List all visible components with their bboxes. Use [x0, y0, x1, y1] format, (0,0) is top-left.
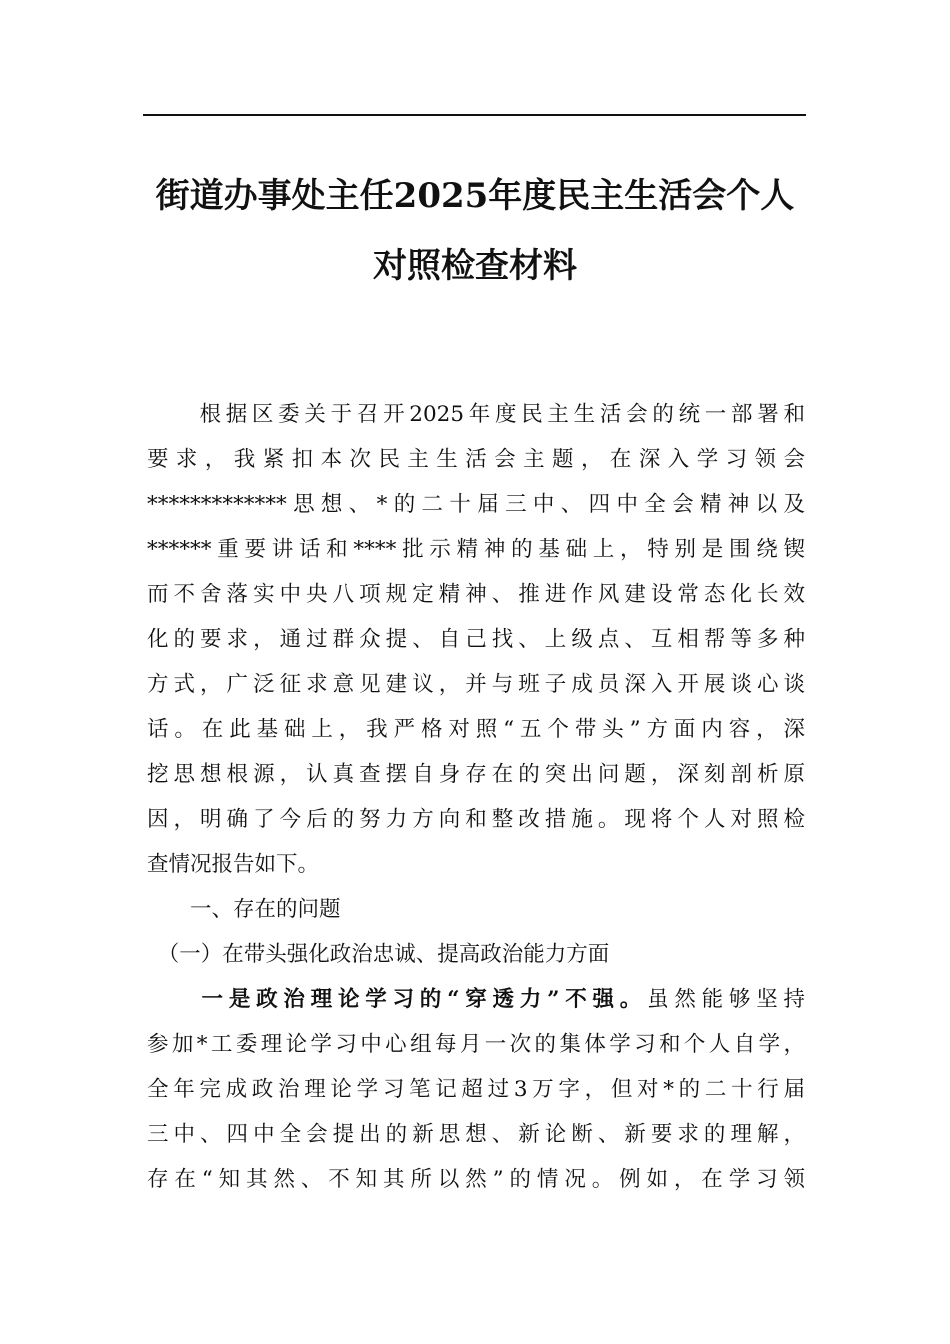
paragraph-line: 根据区委关于召开2025年度民主生活会的统一部署和: [147, 402, 805, 427]
paragraph-line: ******重要讲话和****批示精神的基础上，特别是围绕锲: [147, 537, 805, 562]
paragraph-line: 方式，广泛征求意见建议，并与班子成员深入开展谈心谈: [147, 672, 805, 697]
paragraph-line: 要求，我紧扣本次民主生活会主题，在深入学习领会: [147, 447, 805, 472]
paragraph-line: 三中、四中全会提出的新思想、新论断、新要求的理解，: [147, 1122, 805, 1147]
paragraph-line: 因，明确了今后的努力方向和整改措施。现将个人对照检: [147, 807, 805, 832]
paragraph-line: 化的要求，通过群众提、自己找、上级点、互相帮等多种: [147, 627, 805, 652]
paragraph-line: *************思想、*的二十届三中、四中全会精神以及: [147, 492, 805, 517]
paragraph-line: 存在“知其然、不知其所以然”的情况。例如，在学习领: [147, 1167, 805, 1192]
document-title-line-1: 街道办事处主任2025年度民主生活会个人: [155, 176, 795, 216]
point-1-heading: 一是政治理论学习的“穿透力”不强。: [147, 987, 648, 1012]
subsection-heading: （一）在带头强化政治忠诚、提高政治能力方面: [147, 942, 610, 967]
paragraph-line: 挖思想根源，认真查摆自身存在的突出问题，深刻剖析原: [147, 762, 805, 787]
section-heading: 一、存在的问题: [147, 897, 341, 922]
document-title-line-2: 对照检查材料: [373, 246, 577, 286]
point-1-first-line: [147, 985, 805, 1015]
paragraph-line: 全年完成政治理论学习笔记超过3万字，但对*的二十行届: [147, 1077, 805, 1102]
paragraph-line: 参加*工委理论学习中心组每月一次的集体学习和个人自学，: [147, 1032, 805, 1057]
paragraph-line: 查情况报告如下。: [147, 852, 320, 877]
header-rule: [143, 114, 806, 116]
point-1-text: 虽然能够坚持: [647, 987, 805, 1012]
paragraph-line: 而不舍落实中央八项规定精神、推进作风建设常态化长效: [147, 582, 805, 607]
paragraph-line: 话。在此基础上，我严格对照“五个带头”方面内容，深: [147, 717, 805, 742]
